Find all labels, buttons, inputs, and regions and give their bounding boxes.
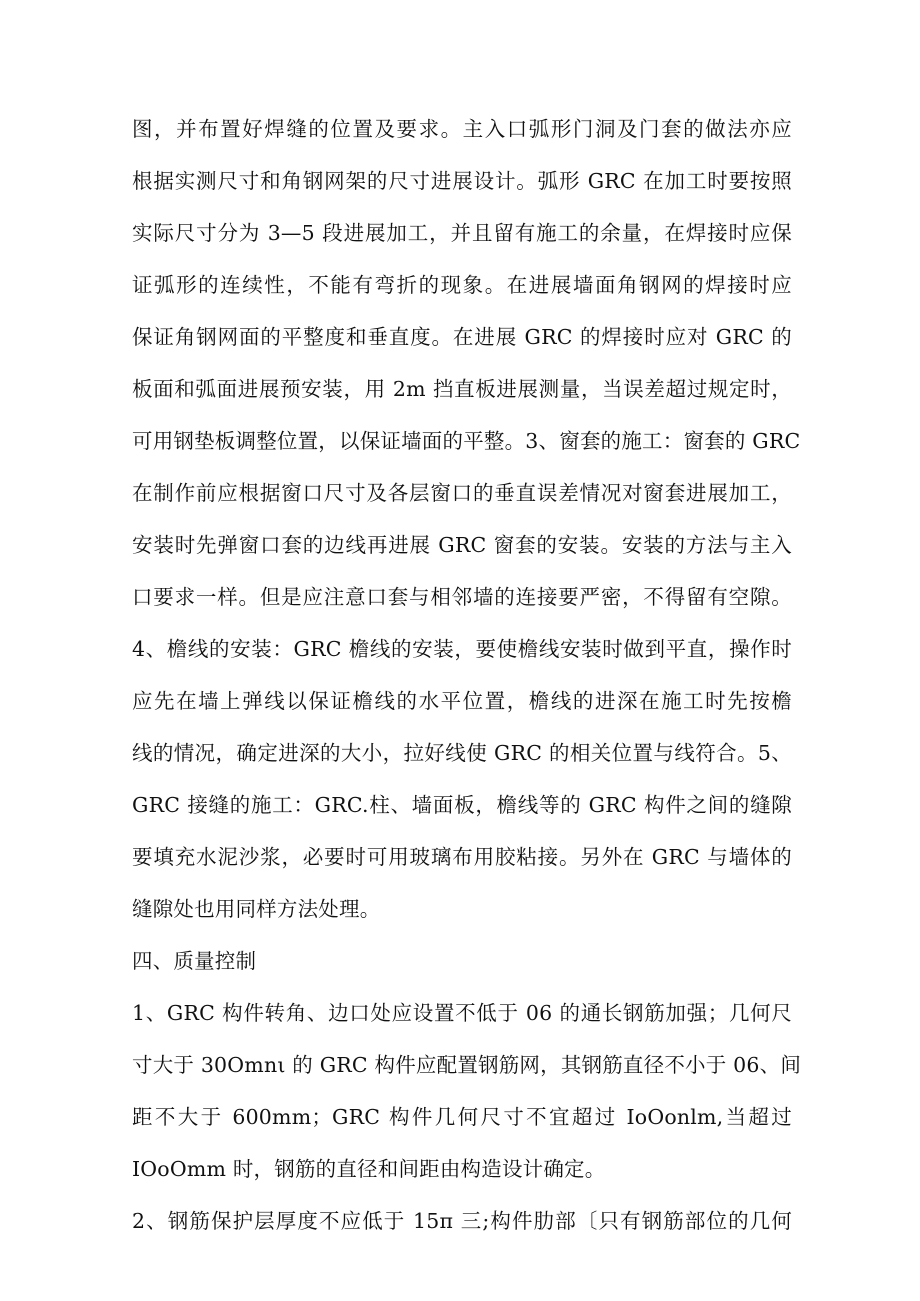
section-heading: 四、质量控制 xyxy=(132,949,257,973)
paragraph-line: 板面和弧面进展预安装，用 2m 挡直板进展测量，当误差超过规定时， xyxy=(132,377,792,401)
paragraph-line: 寸大于 30Omnι 的 GRC 构件应配置钢筋网，其钢筋直径不小于 06、间 xyxy=(132,1053,802,1077)
paragraph-line: 缝隙处也用同样方法处理。 xyxy=(132,897,381,921)
paragraph-line: 保证角钢网面的平整度和垂直度。在进展 GRC 的焊接时应对 GRC 的 xyxy=(132,325,792,349)
paragraph-line: 距不大于 600mm；GRC 构件几何尺寸不宜超过 IoOonlm,当超过 xyxy=(132,1105,792,1129)
paragraph-line: 线的情况，确定进深的大小，拉好线使 GRC 的相关位置与线符合。5、 xyxy=(132,741,792,765)
paragraph-line: 证弧形的连续性，不能有弯折的现象。在进展墙面角钢网的焊接时应 xyxy=(132,273,792,297)
paragraph-line: 口要求一样。但是应注意口套与相邻墙的连接要严密，不得留有空隙。 xyxy=(132,585,792,609)
paragraph-line: 2、钢筋保护层厚度不应低于 15π 三;构件肋部〔只有钢筋部位的几何 xyxy=(132,1209,792,1233)
paragraph-line: 1、GRC 构件转角、边口处应设置不低于 06 的通长钢筋加强；几何尺 xyxy=(132,1001,792,1025)
paragraph-line: 4、檐线的安装：GRC 檐线的安装，要使檐线安装时做到平直，操作时 xyxy=(132,637,792,661)
paragraph-line: 安装时先弹窗口套的边线再进展 GRC 窗套的安装。安装的方法与主入 xyxy=(132,533,792,557)
paragraph-line: 可用钢垫板调整位置，以保证墙面的平整。3、窗套的施工：窗套的 GRC xyxy=(132,429,801,453)
paragraph-line: 根据实测尺寸和角钢网架的尺寸进展设计。弧形 GRC 在加工时要按照 xyxy=(132,169,792,193)
paragraph-line: 在制作前应根据窗口尺寸及各层窗口的垂直误差情况对窗套进展加工， xyxy=(132,481,792,505)
paragraph-line: 图，并布置好焊缝的位置及要求。主入口弧形门洞及门套的做法亦应 xyxy=(132,117,792,141)
paragraph-line: GRC 接缝的施工：GRC.柱、墙面板，檐线等的 GRC 构件之间的缝隙 xyxy=(132,793,792,817)
paragraph-line: IOoOmm 时，钢筋的直径和间距由构造设计确定。 xyxy=(132,1157,606,1181)
paragraph-line: 要填充水泥沙浆，必要时可用玻璃布用胶粘接。另外在 GRC 与墙体的 xyxy=(132,845,792,869)
paragraph-line: 应先在墙上弹线以保证檐线的水平位置，檐线的进深在施工时先按檐 xyxy=(132,689,792,713)
paragraph-line: 实际尺寸分为 3—5 段进展加工，并且留有施工的余量，在焊接时应保 xyxy=(132,221,792,245)
